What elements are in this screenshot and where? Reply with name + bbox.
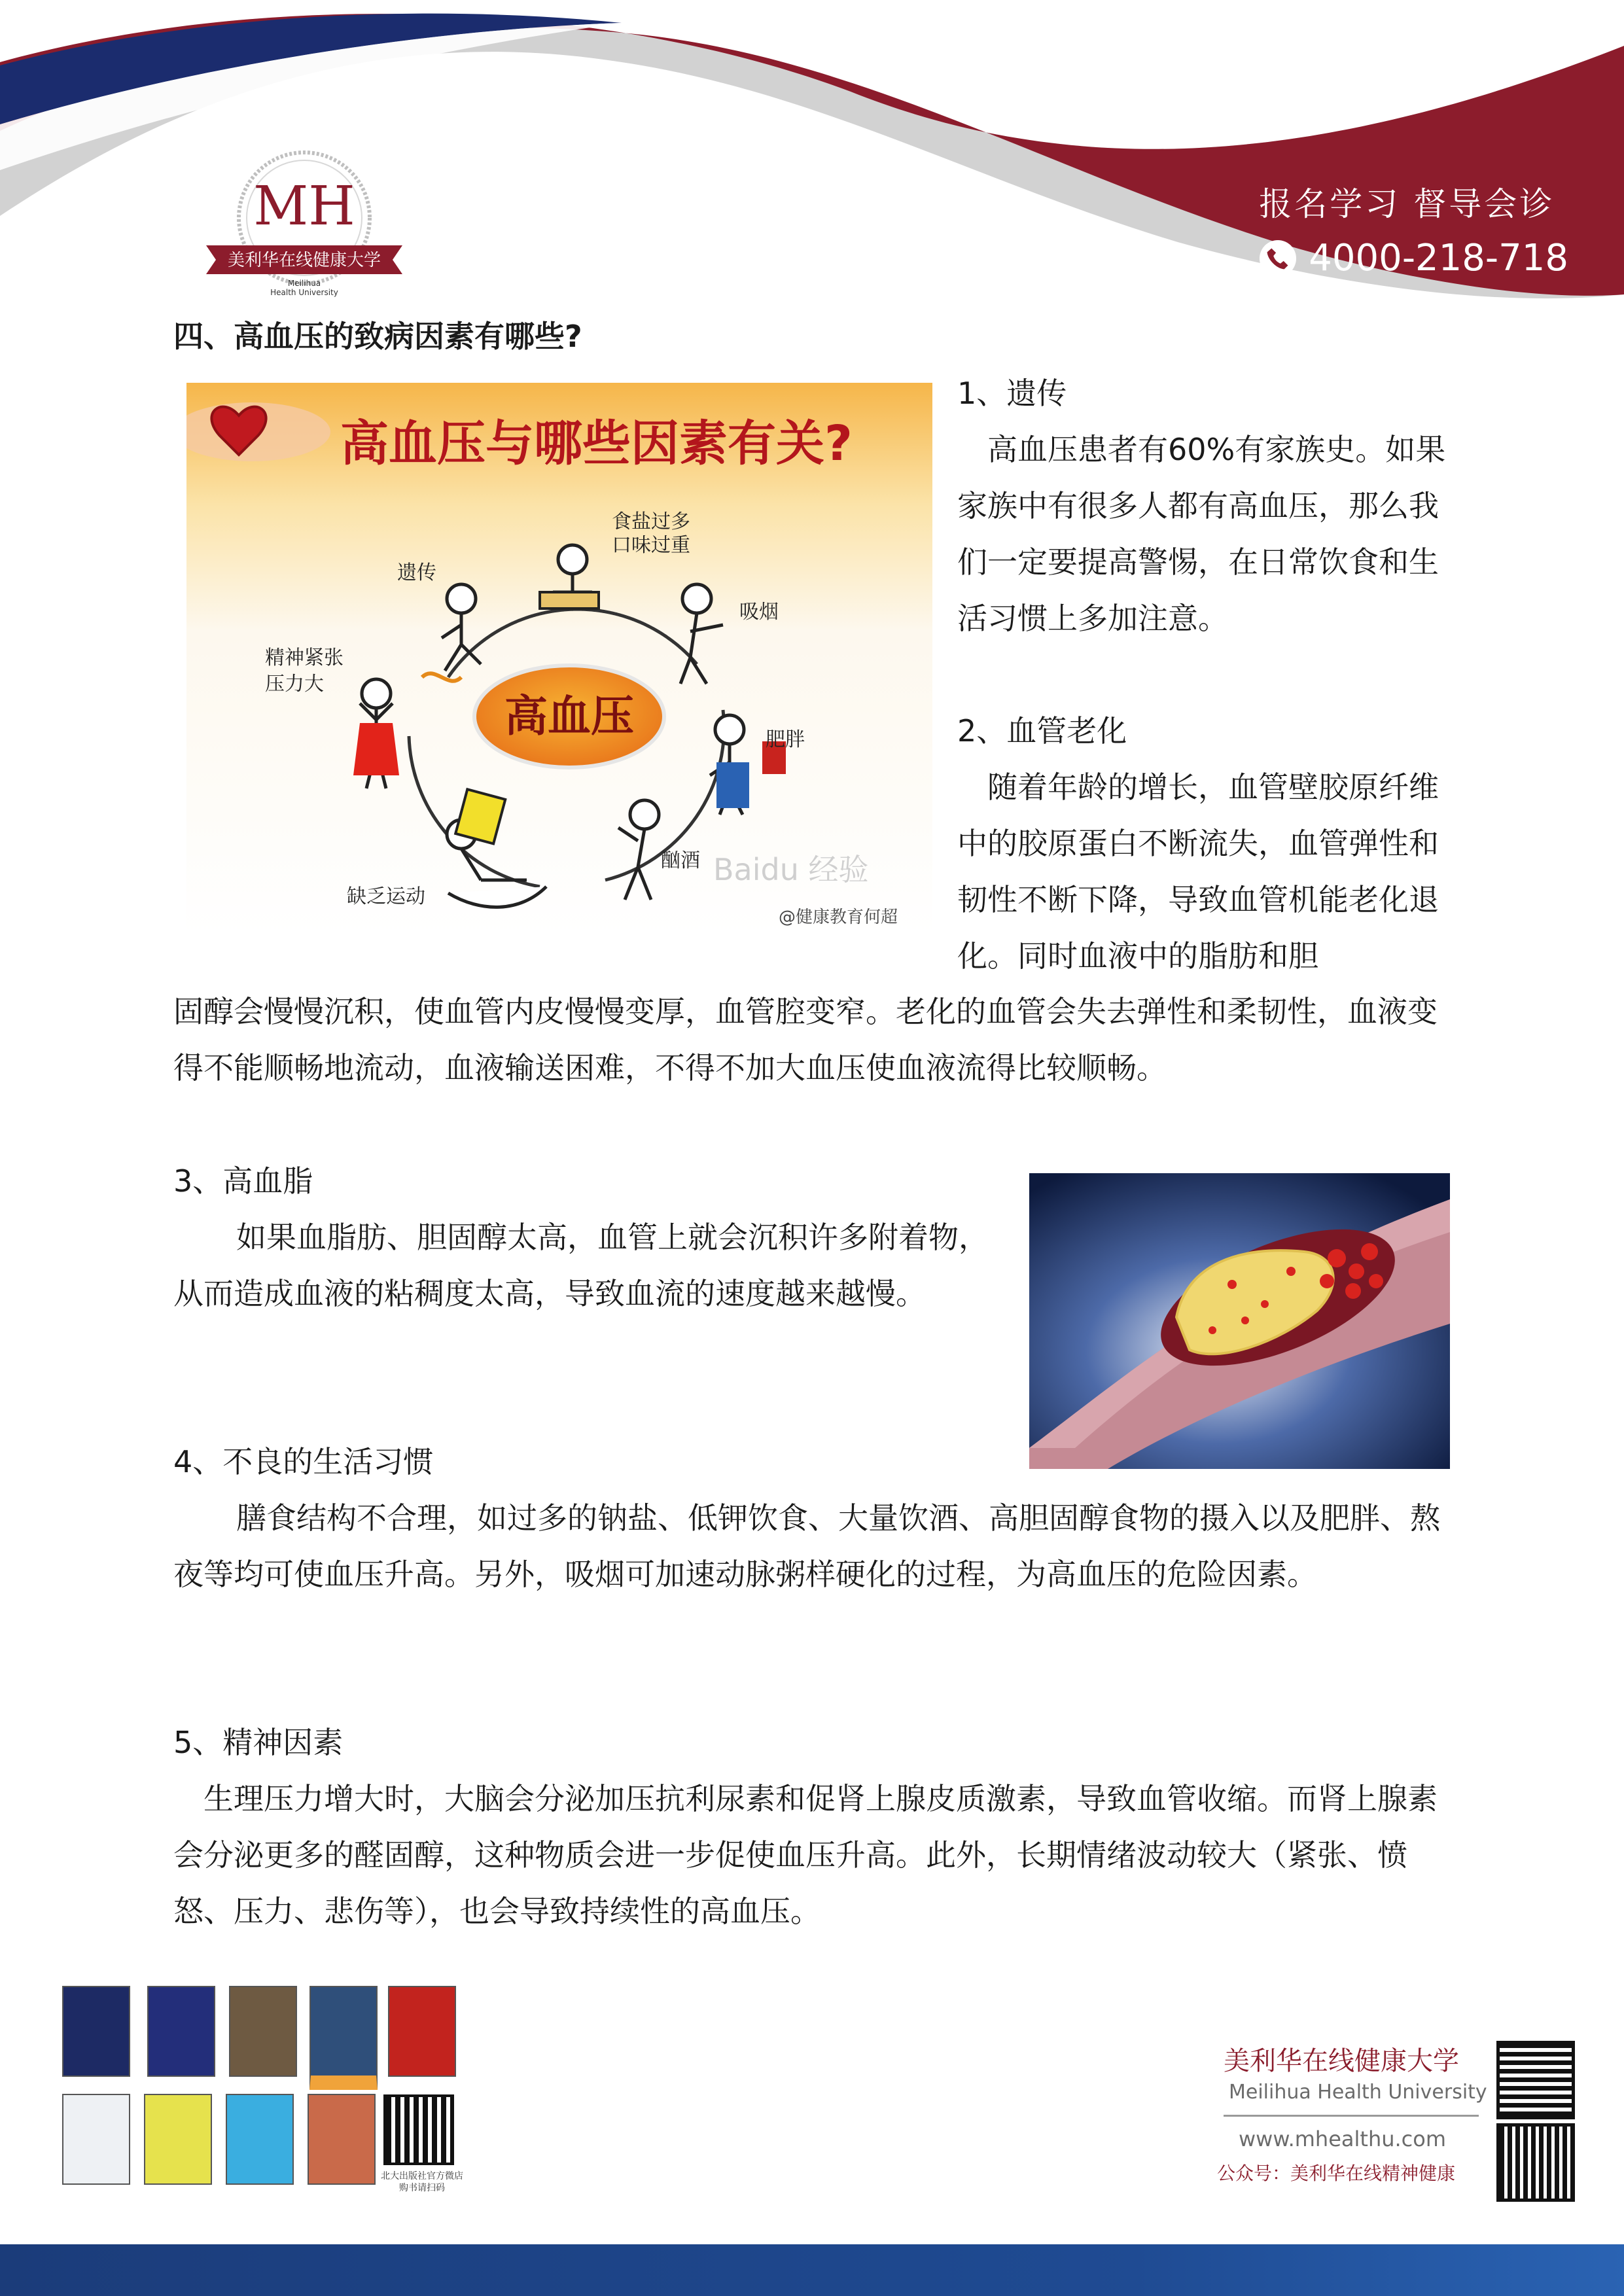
artery-plaque-figure <box>1029 1173 1450 1469</box>
book-cover[interactable] <box>229 1986 297 2077</box>
book-cover[interactable] <box>62 2094 130 2185</box>
footer-university-en: Meilihua Health University <box>1229 2081 1487 2104</box>
logo-mark: MH <box>253 175 355 238</box>
footer-university-cn: 美利华在线健康大学 <box>1224 2046 1459 2076</box>
label-genetics: 遗传 <box>397 561 436 584</box>
section4-heading: 4、不良的生活习惯 <box>173 1444 434 1479</box>
section2-text-a: 随着年龄的增长，血管壁胶原纤维中的胶原蛋白不断流失，血管弹性和韧性不断下降，导致血管机能老化退化。同时血液中的脂肪和胆 <box>957 769 1439 974</box>
footer-bar <box>0 2244 1624 2296</box>
logo-ribbon-text: 美利华在线健康大学 <box>227 251 381 270</box>
header-slogan: 报名学习 督导会诊 <box>1259 185 1555 223</box>
section-hyperlipidemia <box>173 1153 998 1322</box>
section3-text: 如果血脂肪、胆固醇太高，血管上就会沉积许多附着物，从而造成血液的粘稠度太高，导致血流的速度越来越慢。 <box>173 1220 989 1311</box>
label-taste: 口味过重 <box>612 534 690 557</box>
book-cover[interactable] <box>147 1986 215 2077</box>
bookstore-qr-code[interactable] <box>386 2097 451 2163</box>
header-contact <box>1259 178 1568 279</box>
qr-caption-scan: 购书请扫码 <box>399 2183 445 2193</box>
label-alcohol: 酗酒 <box>661 849 700 872</box>
book-cover[interactable] <box>309 1986 378 2090</box>
university-logo <box>193 147 415 304</box>
article-title: 四、高血压的致病因素有哪些? <box>173 319 582 354</box>
logo-sub2: Health University <box>270 288 338 297</box>
book-covers <box>62 1986 468 2195</box>
footer-qr-code-1[interactable] <box>1500 2044 1572 2116</box>
label-smoking: 吸烟 <box>739 601 779 624</box>
section5-heading: 5、精神因素 <box>173 1725 344 1760</box>
section2-heading: 2、血管老化 <box>957 713 1127 749</box>
book-cover[interactable] <box>388 1986 456 2077</box>
footer-qr-code-2[interactable] <box>1500 2127 1572 2199</box>
label-salt: 食盐过多 <box>612 510 690 533</box>
section-lifestyle <box>173 1490 1455 1602</box>
section2-continued <box>173 983 1455 1096</box>
label-stress1: 精神紧张 <box>265 646 344 669</box>
qr-caption-store: 北大出版社官方微店 <box>381 2171 463 2181</box>
header-phone-number: 4000-218-718 <box>1309 237 1568 279</box>
section2-text-b: 固醇会慢慢沉积，使血管内皮慢慢变厚，血管腔变窄。老化的血管会失去弹性和柔韧性，血液变得不能顺畅地流动，血液输送困难，不得不加大血压使血液流得比较顺畅。 <box>173 994 1438 1086</box>
book-cover[interactable] <box>144 2094 212 2185</box>
footer-wechat: 公众号：美利华在线精神健康 <box>1217 2163 1456 2184</box>
header-phone-row[interactable] <box>1259 237 1568 279</box>
book-cover[interactable] <box>226 2094 294 2185</box>
figure-watermark: Baidu 经验 <box>713 852 869 887</box>
label-exercise: 缺乏运动 <box>347 885 425 908</box>
book-cover[interactable] <box>308 2094 376 2185</box>
phone-icon <box>1259 239 1297 277</box>
figure-title: 高血压与哪些因素有关? <box>340 415 853 472</box>
figure-credit: @健康教育何超 <box>779 908 898 927</box>
label-stress2: 压力大 <box>265 673 324 696</box>
hypertension-factors-figure <box>186 383 932 934</box>
section1-heading: 1、遗传 <box>957 376 1067 411</box>
section1-text: 高血压患者有60%有家族史。如果家族中有很多人都有高血压，那么我们一定要提高警惕，在日常饮食和生活习惯上多加注意。 <box>957 432 1446 636</box>
label-obesity: 肥胖 <box>766 728 805 751</box>
figure-center-label: 高血压 <box>504 691 634 741</box>
section5-text: 生理压力增大时，大脑会分泌加压抗利尿素和促肾上腺皮质激素，导致血管收缩。而肾上腺素会分泌更多的醛固醇，这种物质会进一步促使血压升高。此外，长期情绪波动较大（紧张、愤怒、压力、悲伤等），也会导致持续性的高血压。 <box>173 1781 1438 1929</box>
section4-text: 膳食结构不合理，如过多的钠盐、低钾饮食、大量饮酒、高胆固醇食物的摄入以及肥胖、熬夜等均可使血压升高。另外，吸烟可加速动脉粥样硬化的过程，为高血压的危险因素。 <box>173 1500 1440 1592</box>
logo-sub1: Meilihua <box>287 279 321 288</box>
book-cover[interactable] <box>62 1986 130 2077</box>
section4-header <box>173 1434 998 1490</box>
section3-heading: 3、高血脂 <box>173 1163 313 1199</box>
footer-website-link[interactable]: www.mhealthu.com <box>1239 2127 1447 2151</box>
section-vessel-aging <box>957 703 1455 984</box>
section-genetics <box>957 365 1455 646</box>
footer-divider <box>1224 2115 1479 2117</box>
section-mental <box>173 1714 1455 1939</box>
